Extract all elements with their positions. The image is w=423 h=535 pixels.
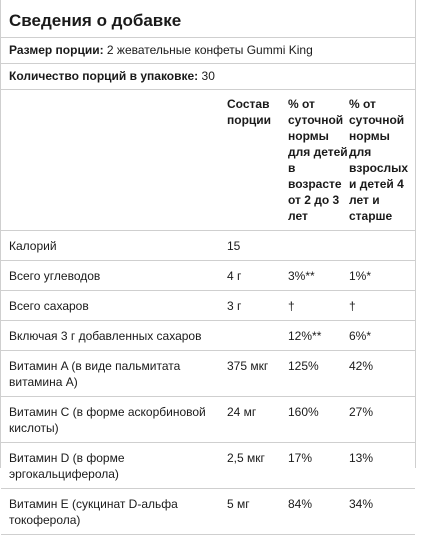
nutrient-dv-children: 84% bbox=[288, 497, 313, 511]
nutrients-table bbox=[1, 90, 415, 535]
nutrient-dv-adults: 42% bbox=[349, 359, 374, 373]
header-dv-adults: % от суточной нормы для взрослых и детей 4 лет и старше bbox=[349, 97, 409, 223]
table-header-row bbox=[1, 90, 415, 231]
table-row bbox=[1, 489, 415, 535]
nutrient-amount: 4 г bbox=[227, 269, 242, 283]
table-row bbox=[1, 261, 415, 291]
serving-size-value: 2 жевательные конфеты Gummi King bbox=[103, 43, 313, 57]
nutrient-amount: 3 г bbox=[227, 299, 242, 313]
serving-size-row bbox=[1, 38, 415, 64]
nutrient-amount: 15 bbox=[227, 239, 241, 253]
nutrient-dv-children: 3%** bbox=[288, 269, 315, 283]
nutrient-dv-children: 160% bbox=[288, 405, 319, 419]
table-row bbox=[1, 443, 415, 489]
nutrient-amount: 375 мкг bbox=[227, 359, 269, 373]
nutrient-name: Включая 3 г добавленных сахаров bbox=[9, 329, 202, 343]
nutrient-dv-adults: 34% bbox=[349, 497, 374, 511]
nutrient-name: Витамин E (сукцинат D-альфа токоферола) bbox=[9, 497, 178, 527]
table-row bbox=[1, 321, 415, 351]
panel-title: Сведения о добавке bbox=[1, 0, 415, 38]
table-row bbox=[1, 397, 415, 443]
nutrient-dv-adults: 6%* bbox=[349, 329, 372, 343]
nutrient-name: Всего углеводов bbox=[9, 269, 101, 283]
nutrient-dv-adults: 13% bbox=[349, 451, 374, 465]
nutrient-dv-adults: 1%* bbox=[349, 269, 372, 283]
nutrient-dv-adults: 27% bbox=[349, 405, 374, 419]
servings-per-container-value: 30 bbox=[198, 69, 215, 83]
nutrient-amount: 24 мг bbox=[227, 405, 257, 419]
serving-size-label: Размер порции: bbox=[9, 43, 104, 57]
table-row bbox=[1, 351, 415, 397]
nutrient-dv-children: 17% bbox=[288, 451, 313, 465]
nutrient-dv-adults bbox=[349, 231, 415, 261]
nutrient-dv-children: † bbox=[288, 299, 295, 313]
nutrient-name: Витамин A (в виде пальмитата витамина A) bbox=[9, 359, 181, 389]
table-row bbox=[1, 231, 415, 261]
nutrient-name: Витамин D (в форме эргокальциферола) bbox=[9, 451, 125, 481]
servings-per-container-row bbox=[1, 64, 415, 90]
table-row bbox=[1, 291, 415, 321]
nutrient-amount: 2,5 мкг bbox=[227, 451, 265, 465]
header-amount: Состав порции bbox=[227, 97, 272, 127]
nutrient-dv-children: 125% bbox=[288, 359, 319, 373]
nutrient-name: Калорий bbox=[9, 239, 57, 253]
header-dv-children: % от суточной нормы для детей в возрасте от 2 до 3 лет bbox=[288, 97, 348, 223]
nutrient-name: Витамин C (в форме аскорбиновой кислоты) bbox=[9, 405, 206, 435]
nutrient-dv-adults: † bbox=[349, 299, 356, 313]
nutrient-dv-children: 12%** bbox=[288, 329, 322, 343]
servings-per-container-label: Количество порций в упаковке: bbox=[9, 69, 199, 83]
nutrient-dv-children bbox=[288, 231, 349, 261]
nutrient-amount bbox=[227, 321, 288, 351]
nutrient-name: Всего сахаров bbox=[9, 299, 89, 313]
nutrient-amount: 5 мг bbox=[227, 497, 250, 511]
header-nutrient bbox=[1, 90, 227, 231]
